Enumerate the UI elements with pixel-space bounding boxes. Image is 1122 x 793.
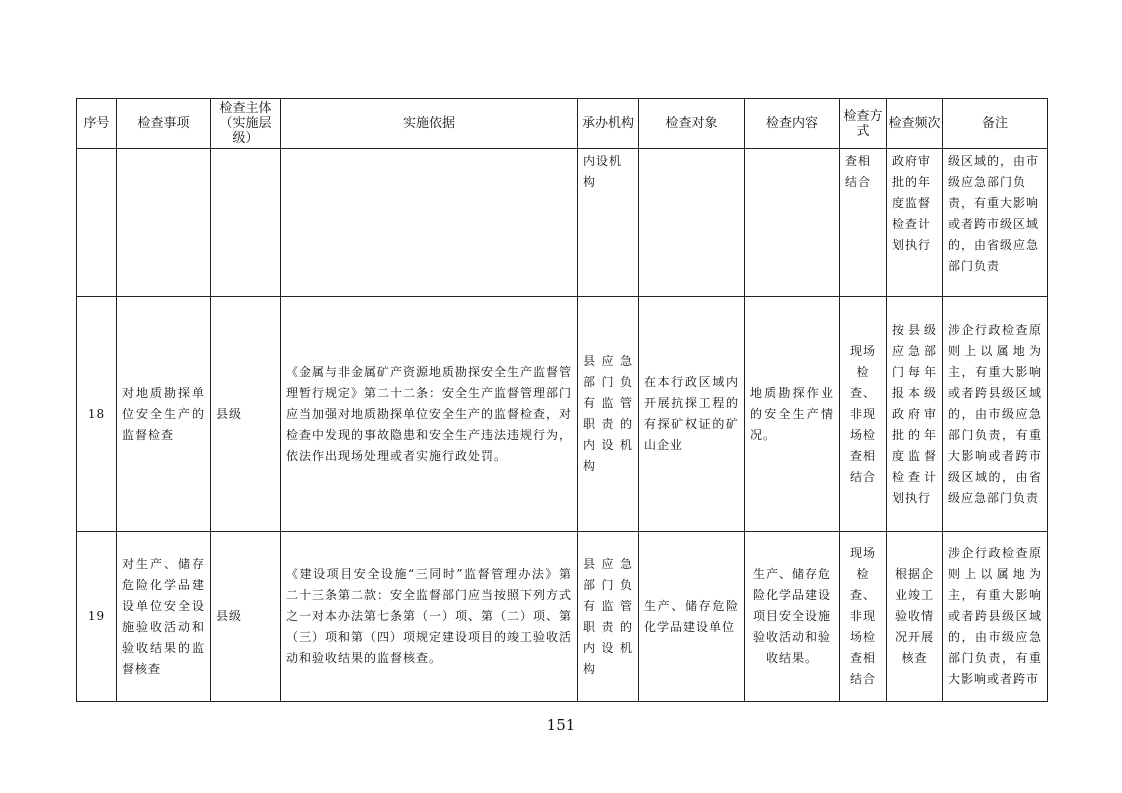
header-content: 检查内容: [745, 99, 840, 149]
table-row: [77, 532, 1048, 702]
cell-basis: 《金属与非金属矿产资源地质勘探安全生产监督管理暂行规定》第二十二条：安全生产监督管理部门应当加强对地质勘探单位安全生产的监督检查，对检查中发现的事故隐患和安全生产违法违规行为，依法作出现场处理或者实施行政处罚。: [281, 297, 578, 532]
cell-item: [117, 149, 211, 297]
cell-freq: 政府审批的年度监督检查计划执行: [887, 149, 943, 297]
cell-agency: 县应急部门负有监管职责的内设机构: [578, 297, 639, 532]
cell-content: 地质勘探作业的安全生产情况。: [745, 297, 840, 532]
cell-subject: 县级: [211, 297, 281, 532]
cell-basis: 《建设项目安全设施“三同时”监督管理办法》第二十三条第二款：安全监督部门应当按照下列方式之一对本办法第七条第（一）项、第（二）项、第（三）项和第（四）项规定建设项目的竣工验收活动和验收结果的监督核查。: [281, 532, 578, 702]
header-seq: 序号: [77, 99, 117, 149]
header-method: 检查方式: [840, 99, 887, 149]
cell-agency: 县应急部门负有监管职责的内设机构: [578, 532, 639, 702]
cell-basis: [281, 149, 578, 297]
table-row: [77, 149, 1048, 297]
table-header-row: [77, 99, 1048, 149]
header-agency: 承办机构: [578, 99, 639, 149]
cell-seq: [77, 149, 117, 297]
cell-item: 对生产、储存危险化学品建设单位安全设施验收活动和验收结果的监督核查: [117, 532, 211, 702]
cell-target: 生产、储存危险化学品建设单位: [639, 532, 745, 702]
cell-method: 查相结合: [840, 149, 887, 297]
cell-content: 生产、储存危险化学品建设项目安全设施验收活动和验收结果。: [745, 532, 840, 702]
cell-freq: 按县级应急部门每年报本级政府审批的年度监督检查计划执行: [887, 297, 943, 532]
cell-target: [639, 149, 745, 297]
header-remark: 备注: [943, 99, 1048, 149]
cell-remark: 涉企行政检查原则上以属地为主，有重大影响或者跨县级区域的，由市级应急部门负责，有重大影响或者跨市: [943, 532, 1048, 702]
cell-freq: 根据企业竣工验收情况开展核查: [887, 532, 943, 702]
cell-subject: [211, 149, 281, 297]
header-item: 检查事项: [117, 99, 211, 149]
cell-item: 对地质勘探单位安全生产的监督检查: [117, 297, 211, 532]
cell-agency: 内设机构: [578, 149, 639, 297]
cell-content: [745, 149, 840, 297]
cell-target: 在本行政区域内开展抗探工程的有探矿权证的矿山企业: [639, 297, 745, 532]
header-basis: 实施依据: [281, 99, 578, 149]
cell-method: 现场检查、非现场检查相结合: [840, 297, 887, 532]
cell-subject: 县级: [211, 532, 281, 702]
page-number: 151: [546, 716, 576, 734]
inspection-table: [76, 98, 1048, 702]
header-subject: 检查主体（实施层级）: [211, 99, 281, 149]
cell-seq: 18: [77, 297, 117, 532]
cell-seq: 19: [77, 532, 117, 702]
header-target: 检查对象: [639, 99, 745, 149]
cell-method: 现场检查、非现场检查相结合: [840, 532, 887, 702]
cell-remark: 级区域的，由市级应急部门负责，有重大影响或者跨市级区域的，由省级应急部门负责: [943, 149, 1048, 297]
cell-remark: 涉企行政检查原则上以属地为主，有重大影响或者跨县级区域的，由市级应急部门负责，有重大影响或者跨市级区域的，由省级应急部门负责: [943, 297, 1048, 532]
table-row: [77, 297, 1048, 532]
header-freq: 检查频次: [887, 99, 943, 149]
